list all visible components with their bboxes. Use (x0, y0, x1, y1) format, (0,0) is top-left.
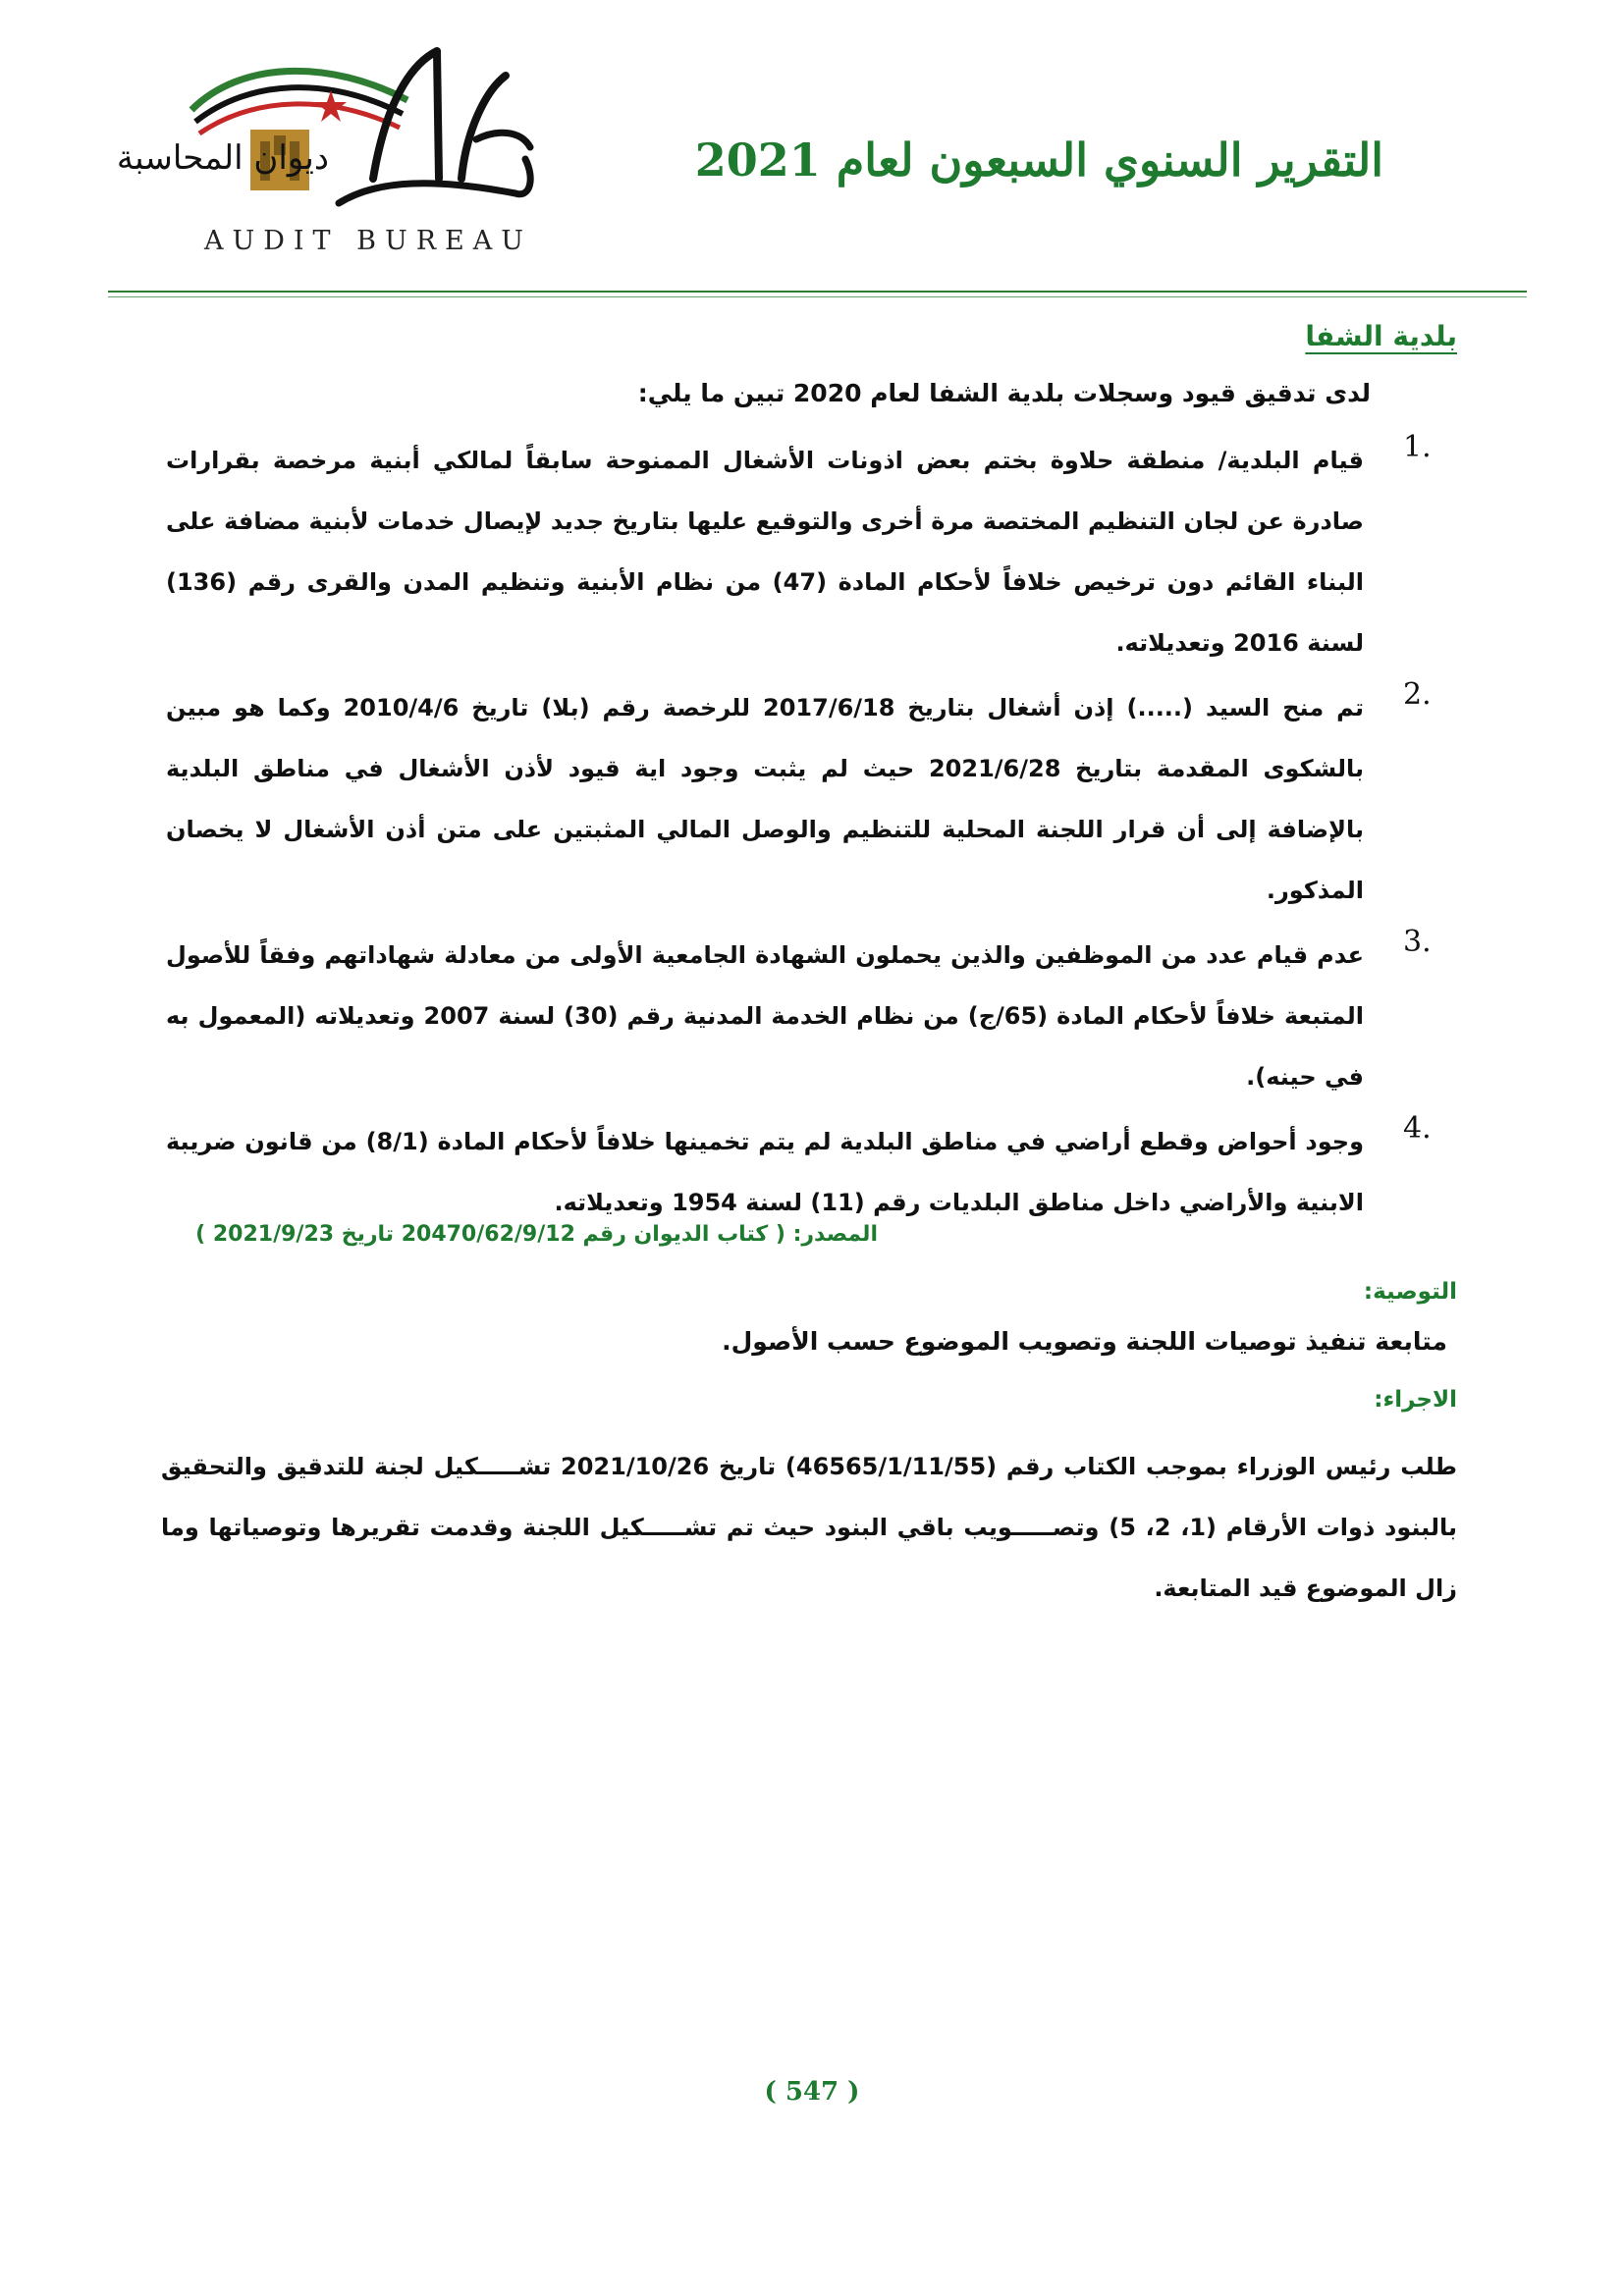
logo-arabic-text: ديوان المحاسبة (116, 138, 329, 178)
header-divider-thin (108, 296, 1527, 297)
list-item (166, 430, 1462, 673)
list-item (166, 677, 1462, 921)
item-number: 3. (1403, 925, 1432, 959)
item-text: عدم قيام عدد من الموظفين والذين يحملون الشهادة الجامعية الأولى من معادلة شهاداتهم وفقاً للأصول المتبعة خلافاً لأحكام المادة (65/ج) من نظام الخدمة المدنية رقم (30) لسنة 2007 وتعديلاته (المعمول به في حينه). (166, 941, 1364, 1091)
recommendation-label: التوصية: (1363, 1279, 1457, 1305)
list-item (166, 1111, 1462, 1233)
report-title: التقرير السنوي السبعون لعام 2021 (694, 133, 1383, 187)
section-title: بلدية الشفا (1305, 320, 1457, 352)
findings-list (166, 430, 1462, 1237)
item-text: تم منح السيد (.....) إذن أشغال بتاريخ 2017/6/18 للرخصة رقم (بلا) تاريخ 2010/4/6 وكما هو مبين بالشكوى المقدمة بتاريخ 2021/6/28 حيث لم يثبت وجود اية قيود لأذن الأشغال في مناطق البلدية بالإضافة إلى أن قرار اللجنة المحلية للتنظيم والوصل المالي المثبتين على متن أذن الأشغال لا يخصان المذكور. (166, 694, 1364, 904)
page-number: ( 547 ) (764, 2077, 860, 2107)
action-label: الاجراء: (1374, 1387, 1457, 1413)
item-number: 1. (1403, 430, 1432, 464)
list-item (166, 925, 1462, 1107)
item-number: 4. (1403, 1111, 1432, 1146)
item-text: وجود أحواض وقطع أراضي في مناطق البلدية لم يتم تخمينها خلافاً لأحكام المادة (8/1) من قانون ضريبة الابنية والأراضي داخل مناطق البلديات رقم (11) لسنة 1954 وتعديلاته. (166, 1128, 1364, 1216)
item-number: 2. (1403, 677, 1432, 712)
logo-emblem-icon (116, 31, 555, 228)
item-text: قيام البلدية/ منطقة حلاوة بختم بعض اذونات الأشغال الممنوحة سابقاً لمالكي أبنية مرخصة بقرارات صادرة عن لجان التنظيم المختصة مرة أخرى والتوقيع عليها بتاريخ جديد لإيصال خدمات لأبنية مضافة على البناء القائم دون ترخيص خلافاً لأحكام المادة (47) من نظام الأبنية وتنظيم المدن والقرى رقم (136) لسنة 2016 وتعديلاته. (166, 447, 1365, 657)
logo-caption: AUDIT BUREAU (203, 226, 533, 256)
intro-text: لدى تدقيق قيود وسجلات بلدية الشفا لعام 2020 تبين ما يلي: (637, 379, 1371, 407)
action-text: طلب رئيس الوزراء بموجب الكتاب رقم (46565/1/11/55) تاريخ 2021/10/26 تشـــــكيل لجنة للتدقيق والتحقيق بالبنود ذوات الأرقام (1، 2، 5) وتصـــــويب باقي البنود حيث تم تشـــــكيل اللجنة وقدمت تقريرها وتوصياتها وما زال الموضوع قيد المتابعة. (161, 1453, 1458, 1602)
header-divider (108, 291, 1527, 293)
audit-bureau-logo (116, 31, 555, 257)
source-reference: المصدر: ( كتاب الديوان رقم 20470/62/9/12 تاريخ 2021/9/23 ) (195, 1222, 878, 1247)
recommendation-text: متابعة تنفيذ توصيات اللجنة وتصويب الموضوع حسب الأصول. (722, 1327, 1447, 1356)
